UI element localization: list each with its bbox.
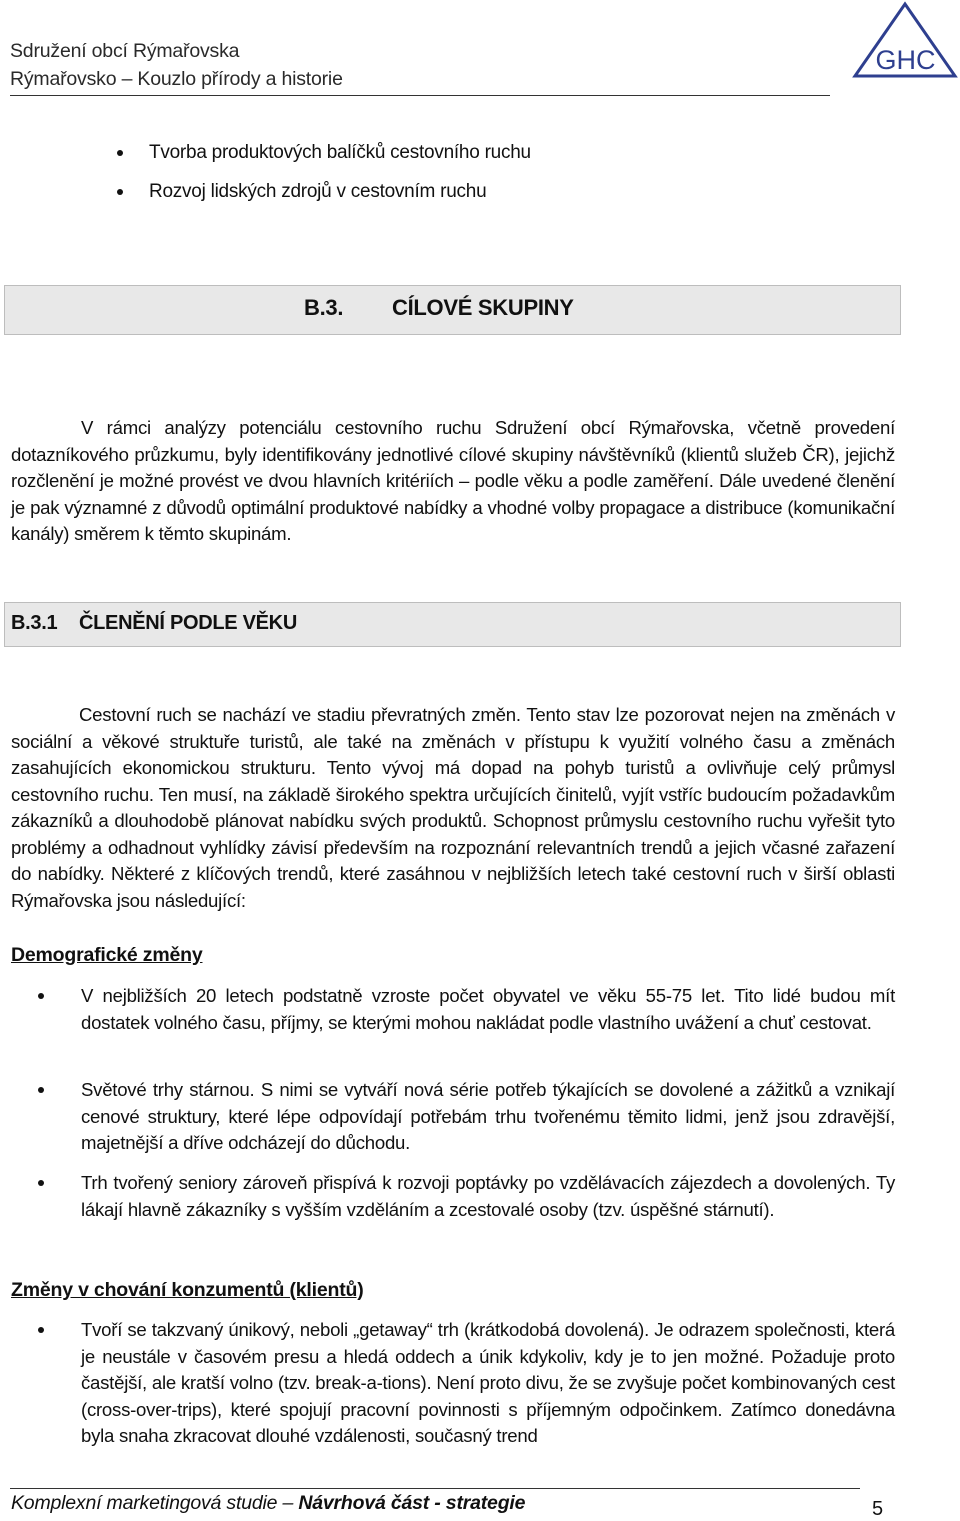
section-title: CÍLOVÉ SKUPINY (392, 295, 574, 320)
section-number: B.3. (304, 295, 344, 320)
demographic-item-2: Světové trhy stárnou. S nimi se vytváří nová série potřeb týkajících se dovolené a zážitků a vznikají cenové struktury, které lépe odpovídají potřebám trhu tvořenému těmito lidmi, jenž jsou zdravější, majetnější a dříve odcházejí do důchodu. (81, 1079, 895, 1153)
footer-part: Návrhová část - strategie (298, 1492, 526, 1514)
demographic-item-1: V nejbližších 20 letech podstatně vzroste počet obyvatel ve věku 55-75 let. Tito lidé budou mít dostatek volného času, příjmy, se kterými mohou nakládat podle vlastního uvážení a chuť cestovat. (81, 985, 895, 1033)
consumer-item-1: Tvoří se takzvaný únikový, neboli „getaway“ trh (krátkodobá dovolená). Je odrazem společnosti, která je neustále v časovém presu a hledá oddech a únik kdykoliv, kdy je to jen možné. Požaduje proto častější, ale kratší volno (tzv. break-a-tions). Není proto divu, že se zvyšuje počet kombinovaných cest (cross-over-trips), které spojují pracovní povinnosti s příjemným odpočinkem. Zatímco donedávna byla snaha zkracovat dlouhé vzdálenosti, současný trend (81, 1319, 895, 1446)
demographic-heading: Demografické změny (11, 944, 203, 966)
ghc-logo (851, 0, 960, 86)
logo-text: GHC (875, 45, 936, 75)
footer-text (11, 1492, 525, 1515)
demographic-item-3: Trh tvořený seniory zároveň přispívá k rozvoji poptávky po vzdělávacích zájezdech a dovolených. Ty lákají hlavně zákazníky s vyšším vzděláním a zcestovalé osoby (tzv. úspěšné stárnutí). (81, 1172, 895, 1220)
top-bullet-2: Rozvoj lidských zdrojů v cestovním ruchu (149, 181, 487, 202)
subsection-title: ČLENĚNÍ PODLE VĚKU (79, 612, 297, 634)
header-rule (10, 95, 830, 96)
bullet-icon (117, 150, 123, 156)
footer-rule (10, 1488, 860, 1489)
bullet-icon (38, 1087, 44, 1093)
page-header (0, 0, 960, 100)
age-paragraph: Cestovní ruch se nachází ve stadiu převratných změn. Tento stav lze pozorovat nejen na změnách v sociální a věkové struktuře turistů, ale také na změnách v přístupu k využití volného času a změnách zasahujících ekonomickou strukturu. Tento vývoj má dopad na pohyb turistů a ovlivňuje celý průmysl cestovního ruchu. Ten musí, na základě širokého spektra určujících činitelů, vyjít vstříc budoucím požadavkům zákazníků a dlouhodobě plánovat nabídku svých produktů. Schopnost průmyslu cestovního ruchu vyřešit tyto problémy a odhadnout vyhlídky závisí především na rozpoznání relevantních trendů a jejich včasné zařazení do nabídky. Některé z klíčových trendů, které zasáhnou v nejbližších letech také cestovní ruch v širší oblasti Rýmařovska jsou následující: (11, 704, 895, 911)
header-subtitle: Rýmařovsko – Kouzlo přírody a historie (10, 68, 343, 90)
subsection-number: B.3.1 (11, 612, 58, 634)
top-bullet-1: Tvorba produktových balíčků cestovního ruchu (149, 142, 531, 163)
bullet-icon (38, 993, 44, 999)
bullet-icon (38, 1180, 44, 1186)
intro-paragraph: V rámci analýzy potenciálu cestovního ruchu Sdružení obcí Rýmařovska, včetně provedení dotazníkového průzkumu, byly identifikovány jednotlivé cílové skupiny návštěvníků (klientů služeb ČR), jejichž rozčlenění je možné provést ve dvou hlavních kritériích – podle věku a podle zaměření. Dále uvedené členění je pak významné z důvodů optimální produktové nabídky a vhodné volby propagace a distribuce (komunikační kanály) směrem k těmto skupinám. (11, 417, 895, 544)
footer-title: Komplexní marketingová studie – (11, 1492, 299, 1514)
bullet-icon (117, 189, 123, 195)
page-number: 5 (872, 1498, 884, 1520)
bullet-icon (38, 1327, 44, 1333)
header-org: Sdružení obcí Rýmařovska (10, 40, 240, 62)
consumer-heading: Změny v chování konzumentů (klientů) (11, 1279, 364, 1301)
